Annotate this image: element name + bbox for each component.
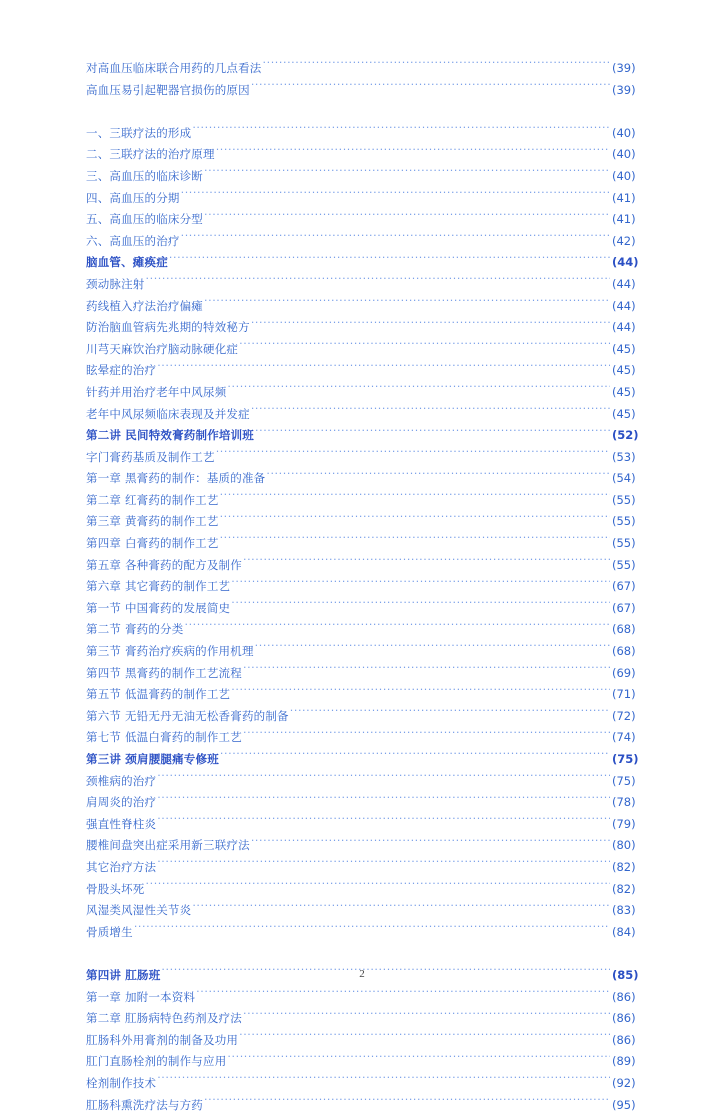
toc-leader-dots [266,470,610,482]
toc-entry-label: 脑血管、瘫痪症 [86,252,168,274]
toc-entry-page-number: (83) [612,900,652,922]
toc-entry[interactable] [86,857,652,879]
toc-entry-page-number: (40) [612,123,652,145]
toc-entry-page-number: (74) [612,727,652,749]
toc-entry[interactable] [86,900,652,922]
toc-leader-dots [251,837,610,849]
toc-entry[interactable] [86,339,652,361]
toc-entry-page-number: (55) [612,511,652,533]
toc-entry[interactable] [86,1008,652,1030]
toc-leader-dots [220,492,610,504]
toc-entry-label: 老年中风尿频临床表现及并发症 [86,404,250,426]
toc-entry[interactable] [86,835,652,857]
toc-entry-page-number: (45) [612,382,652,404]
toc-entry[interactable] [86,188,652,210]
toc-leader-dots [196,989,610,1001]
toc-entry-page-number: (41) [612,209,652,231]
toc-entry[interactable] [86,1051,652,1073]
toc-entry-label: 字门膏药基质及制作工艺 [86,447,215,469]
toc-entry[interactable] [86,576,652,598]
toc-entry-label: 颈动脉注射 [86,274,145,296]
toc-entry[interactable] [86,1095,652,1116]
toc-entry[interactable] [86,987,652,1009]
toc-entry-label: 眩晕症的治疗 [86,360,156,382]
toc-entry-page-number: (55) [612,555,652,577]
toc-entry-page-number: (86) [612,1008,652,1030]
toc-entry[interactable] [86,404,652,426]
toc-leader-dots [157,816,610,828]
toc-entry-label: 第六章 其它膏药的制作工艺 [86,576,230,598]
toc-entry-label: 第四节 黑膏药的制作工艺流程 [86,663,242,685]
toc-entry[interactable] [86,706,652,728]
toc-leader-dots [204,298,610,310]
toc-leader-dots [146,881,611,893]
toc-leader-dots [220,513,610,525]
toc-entry-label: 颈椎病的治疗 [86,771,156,793]
toc-entry[interactable] [86,58,652,80]
toc-entry-label: 第四讲 肛肠班 [86,965,160,987]
toc-entry-label: 防治脑血管病先兆期的特效秘方 [86,317,250,339]
toc-entry-page-number: (75) [612,771,652,793]
toc-leader-dots [157,773,610,785]
toc-leader-dots [231,578,610,590]
toc-entry-page-number: (44) [612,296,652,318]
toc-leader-dots [184,621,610,633]
toc-entry[interactable] [86,792,652,814]
toc-entry-page-number: (86) [612,1030,652,1052]
toc-entry-label: 川芎天麻饮治疗脑动脉硬化症 [86,339,238,361]
toc-leader-dots [231,600,610,612]
toc-entry-label: 第二章 肛肠病特色药剂及疗法 [86,1008,242,1030]
toc-entry-page-number: (55) [612,490,652,512]
toc-entry-page-number: (85) [612,965,652,987]
toc-entry[interactable] [86,1030,652,1052]
toc-leader-dots [227,384,610,396]
toc-entry[interactable] [86,771,652,793]
toc-entry[interactable] [86,166,652,188]
toc-entry-label: 四、高血压的分期 [86,188,180,210]
toc-entry[interactable] [86,533,652,555]
toc-entry-page-number: (82) [612,879,652,901]
toc-leader-dots [255,643,610,655]
toc-leader-dots [243,665,610,677]
toc-entry[interactable] [86,274,652,296]
toc-entry-page-number: (86) [612,987,652,1009]
toc-entry[interactable] [86,684,652,706]
page-number: 2 [0,968,724,980]
toc-entry[interactable] [86,555,652,577]
toc-entry-label: 强直性脊柱炎 [86,814,156,836]
toc-entry-label: 肛门直肠栓剂的制作与应用 [86,1051,226,1073]
toc-entry-label: 对高血压临床联合用药的几点看法 [86,58,262,80]
toc-leader-dots [263,60,611,72]
toc-entry-page-number: (42) [612,231,652,253]
toc-entry-label: 其它治疗方法 [86,857,156,879]
toc-entry[interactable] [86,511,652,533]
toc-entry-label: 骨股头坏死 [86,879,145,901]
toc-leader-dots [157,362,610,374]
toc-entry-label: 肛肠科外用膏剂的制备及功用 [86,1030,238,1052]
toc-entry-page-number: (44) [612,274,652,296]
toc-entry[interactable] [86,490,652,512]
toc-entry-page-number: (68) [612,641,652,663]
toc-entry-page-number: (95) [612,1095,652,1116]
toc-entry-label: 第七节 低温白膏药的制作工艺 [86,727,242,749]
toc-entry-label: 栓剂制作技术 [86,1073,156,1095]
toc-entry[interactable] [86,619,652,641]
toc-group-gap [86,101,652,123]
toc-entry-label: 五、高血压的临床分型 [86,209,203,231]
toc-entry-label: 第三章 黄膏药的制作工艺 [86,511,219,533]
toc-entry-page-number: (54) [612,468,652,490]
toc-entry[interactable] [86,598,652,620]
toc-group-gap [86,943,652,965]
toc-entry-page-number: (45) [612,404,652,426]
toc-entry-label: 药线植入疗法治疗偏瘫 [86,296,203,318]
toc-entry-label: 第四章 白膏药的制作工艺 [86,533,219,555]
toc-entry-label: 一、三联疗法的形成 [86,123,191,145]
toc-entry-label: 三、高血压的临床诊断 [86,166,203,188]
toc-entry-page-number: (52) [612,425,652,447]
toc-entry-page-number: (67) [612,576,652,598]
toc-entry[interactable] [86,317,652,339]
toc-leader-dots [216,146,610,158]
toc-entry[interactable] [86,447,652,469]
toc-entry-label: 骨质增生 [86,922,133,944]
toc-entry-label: 第二章 红膏药的制作工艺 [86,490,219,512]
toc-entry[interactable] [86,641,652,663]
toc-entry-page-number: (67) [612,598,652,620]
toc-leader-dots [134,924,610,936]
toc-entry-label: 六、高血压的治疗 [86,231,180,253]
toc-leader-dots [192,125,610,137]
toc-leader-dots [157,1075,610,1087]
toc-entry-page-number: (55) [612,533,652,555]
toc-leader-dots [255,427,610,439]
toc-entry[interactable] [86,231,652,253]
toc-entry-page-number: (79) [612,814,652,836]
toc-entry[interactable] [86,749,652,771]
toc-leader-dots [290,708,610,720]
toc-entry-page-number: (40) [612,144,652,166]
toc-leader-dots [146,276,611,288]
toc-entry-label: 腰椎间盘突出症采用新三联疗法 [86,835,250,857]
toc-entry[interactable] [86,663,652,685]
toc-entry[interactable] [86,296,652,318]
toc-entry-page-number: (69) [612,663,652,685]
toc-entry-label: 第一章 黑膏药的制作：基质的准备 [86,468,265,490]
toc-entry-page-number: (78) [612,792,652,814]
toc-entry[interactable] [86,382,652,404]
toc-entry-page-number: (39) [612,58,652,80]
toc-leader-dots [243,557,610,569]
toc-leader-dots [239,341,610,353]
toc-entry-page-number: (71) [612,684,652,706]
toc-entry[interactable] [86,727,652,749]
toc-entry-page-number: (39) [612,80,652,102]
toc-entry-page-number: (68) [612,619,652,641]
toc-leader-dots [204,211,610,223]
toc-entry[interactable] [86,1073,652,1095]
toc-entry-label: 第三讲 颈肩腰腿痛专修班 [86,749,219,771]
toc-leader-dots [243,1010,610,1022]
toc-leader-dots [157,859,610,871]
toc-leader-dots [220,535,610,547]
toc-entry[interactable] [86,879,652,901]
toc-entry-label: 第二节 膏药的分类 [86,619,183,641]
toc-entry-label: 肛肠科熏洗疗法与方药 [86,1095,203,1116]
toc-entry-page-number: (44) [612,317,652,339]
toc-leader-dots [204,1097,610,1109]
toc-leader-dots [251,82,610,94]
toc-leader-dots [227,1053,610,1065]
toc-leader-dots [243,729,610,741]
toc-entry-page-number: (75) [612,749,652,771]
toc-entry-label: 第五节 低温膏药的制作工艺 [86,684,230,706]
toc-entry[interactable] [86,80,652,102]
toc-entry[interactable] [86,144,652,166]
toc-entry-page-number: (82) [612,857,652,879]
toc-entry-page-number: (44) [612,252,652,274]
toc-entry-label: 第五章 各种膏药的配方及制作 [86,555,242,577]
toc-leader-dots [239,1032,610,1044]
toc-entry[interactable] [86,468,652,490]
toc-entry-label: 第二讲 民间特效膏药制作培训班 [86,425,254,447]
toc-leader-dots [157,794,610,806]
toc-leader-dots [251,319,610,331]
toc-entry-label: 第六节 无铅无丹无油无松香膏药的制备 [86,706,289,728]
toc-entry-page-number: (40) [612,166,652,188]
toc-entry[interactable] [86,425,652,447]
toc-leader-dots [204,168,610,180]
table-of-contents [86,58,652,1116]
toc-entry-page-number: (53) [612,447,652,469]
toc-entry-label: 第三节 膏药治疗疾病的作用机理 [86,641,254,663]
toc-entry[interactable] [86,252,652,274]
toc-entry[interactable] [86,360,652,382]
toc-entry-page-number: (45) [612,360,652,382]
toc-leader-dots [216,449,610,461]
toc-entry-page-number: (80) [612,835,652,857]
toc-entry[interactable] [86,209,652,231]
toc-entry-label: 肩周炎的治疗 [86,792,156,814]
toc-leader-dots [169,254,610,266]
toc-leader-dots [251,406,610,418]
toc-entry-page-number: (45) [612,339,652,361]
toc-leader-dots [181,190,610,202]
toc-entry-page-number: (92) [612,1073,652,1095]
toc-leader-dots [181,233,610,245]
toc-entry-page-number: (41) [612,188,652,210]
toc-entry-label: 针药并用治疗老年中风尿频 [86,382,226,404]
toc-entry-label: 风湿类风湿性关节炎 [86,900,191,922]
toc-leader-dots [231,686,610,698]
toc-entry-page-number: (84) [612,922,652,944]
toc-entry[interactable] [86,922,652,944]
toc-entry[interactable] [86,814,652,836]
toc-entry-label: 第一节 中国膏药的发展简史 [86,598,230,620]
toc-entry-label: 第一章 加附一本资料 [86,987,195,1009]
toc-entry-label: 高血压易引起靶器官损伤的原因 [86,80,250,102]
toc-entry-page-number: (89) [612,1051,652,1073]
toc-entry[interactable] [86,123,652,145]
toc-leader-dots [220,751,610,763]
toc-entry-label: 二、三联疗法的治疗原理 [86,144,215,166]
toc-leader-dots [192,902,610,914]
toc-entry-page-number: (72) [612,706,652,728]
